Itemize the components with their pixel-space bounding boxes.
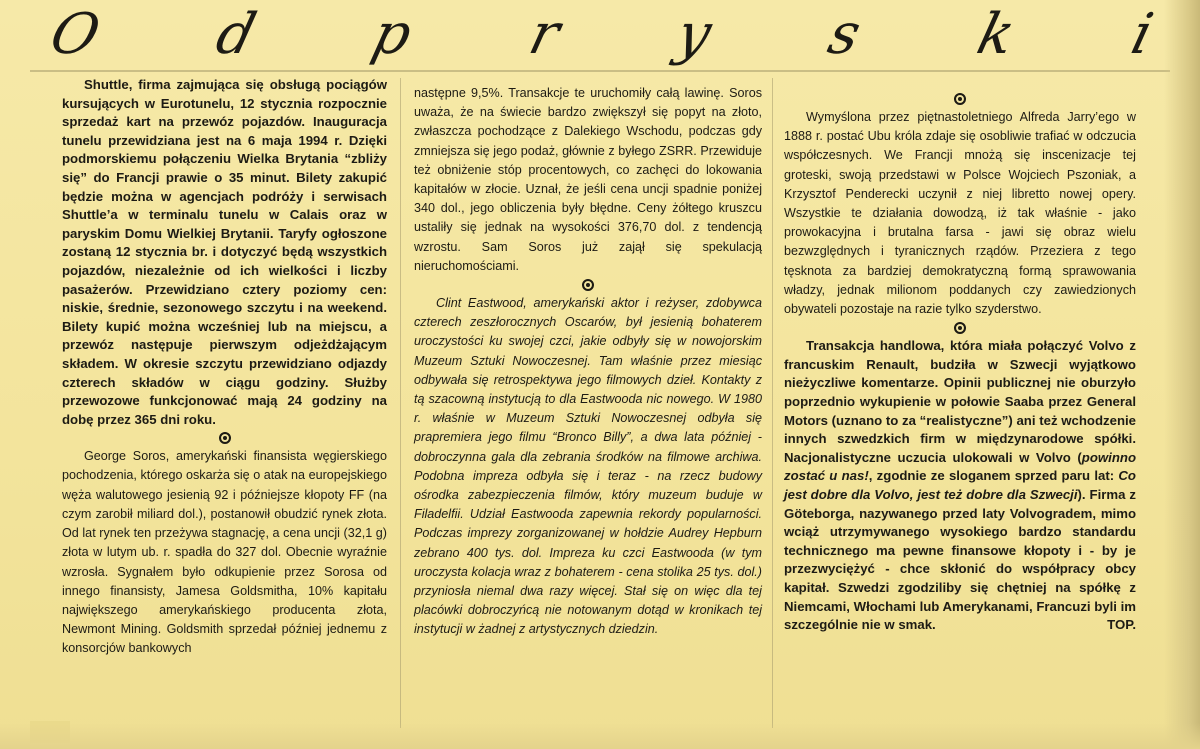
page-edge-shadow <box>0 723 1200 749</box>
ornament-icon <box>219 432 231 444</box>
separator <box>784 91 1136 107</box>
masthead-title <box>30 0 1170 70</box>
article-eurotunnel: Shuttle, firma zajmująca się obsługą pociągów kursujących w Eurotunelu, 12 stycznia rozpocznie sprzedaż kart na przewóz pojazdów. Inauguracja tunelu przewidziana jest na 6 maja 1994 r. Dzięki podmorskiemu połączeniu Wielka Brytania “zbliży się” do Francji prawie o 35 minut. Bilety zakupić będzie można w agencjach podróży i serwisach Shuttle’a w terminalu tunelu w Calais oraz w paryskim Domu Wielkiej Brytanii. Taryfy ogłoszone zostaną 12 stycznia br. i dotyczyć będą wszystkich pojazdów, niezależnie od ich wielkości i liczby pasażerów. Przewidziano cztery poziomy cen: niskie, średnie, sezonowego szczytu i na weekend. Bilety kupić można wcześniej lub na miejscu, a przewóz następuje pierwszym odjeżdżającym składem. W okresie szczytu przewidziano odjazdy czterech składów w ciągu godziny. Służby przewozowe funkcjonować mają 24 godziny na dobę przez 365 dni roku. <box>62 77 387 427</box>
article-volvo-quote: powinno zostać u nas! <box>784 449 1136 484</box>
article-soros-start: George Soros, amerykański finansista węgierskiego pochodzenia, którego oskarża się o atak na europejskiego węża walutowego jesienią 92 i późniejsze kłopoty FF (na czym zarobił miliard dol.), postanowił obudzić rynek złota. Od lat rynek ten przeżywa stagnację, a cena uncji (32,1 g) złota w lutym ub. r. spadła do 327 dol. Obecnie wyraźnie wzrosła. Sygnałem było odkupienie przez Sorosa od innego finansisty, Jamesa Goldsmitha, 10% kapitału największego amerykańskiego producenta złota, Newmont Mining. Goldsmith sprzedał później jednemu z konsorcjów bankowych <box>62 449 387 656</box>
masthead-letter: k <box>970 2 1022 67</box>
masthead-letter: O <box>44 2 108 67</box>
ornament-icon <box>954 322 966 334</box>
masthead-letter: r <box>522 2 567 67</box>
ornament-icon <box>954 93 966 105</box>
article-eastwood: Clint Eastwood, amerykański aktor i reżyser, zdobywca czterech zeszłorocznych Oscarów, był jesienią bohaterem uroczystości ku swojej czci, jakie odbyły się w nowojorskim Muzeum Sztuki Nowoczesnej. Tam właśnie przez miesiąc odbywała się retrospektywa jego filmowych dzieł. Kontakty z tą szacowną instytucją to dla Eastwooda nic nowego. W 1980 r. właśnie w Muzeum Sztuki Nowoczesnej odbyła się prapremiera jego filmu “Bronco Billy”, a dwa lata później - dobroczynna gala dla zebrania środków na filmowe archiwa. Podobna impreza odbyła się i teraz - na rzecz budowy ośrodka zabezpieczenia filmów, który muzeum buduje w Filadelfii. Udział Eastwooda zapewnia rekordy popularności. Podczas imprezy zorganizowanej w hołdzie Audrey Hepburn zebrano 400 tys. dol. Impreza ku czci Eastwooda (w tym uroczysta kolacja wraz z bohaterem - cena stolika 25 tys. dol.) przyniosła niemal dwa razy więcej. Stał się on więc dla tej placówki dobroczyńcą nie notowanym dotąd w kronikach tej instytucji w żadnej z artystycznych dziedzin. <box>414 296 762 637</box>
article-ubu: Wymyślona przez piętnastoletniego Alfreda Jarry’ego w 1888 r. postać Ubu króla zdaje się osobliwie trafiać w odczucia współczesnych. We Francji mnożą się inscenizacje tej groteski, swoją przedstawi w Polsce Wojciech Pszoniak, a Krzysztof Penderecki uczynił z niej libretto nowej opery. Wszystkie te działania dowodzą, iż tak właśnie - jako prowokacyjna i brutalna farsa - jawi się obraz wielu bezwzględnych i tyranicznych rządów. Przeziera z tego tęsknota za bardziej demokratyczną formą sprawowania władzy, jednak milionom poddanych czy zawiedzionych obywateli pozostaje na razie tylko szyderstwo. <box>784 110 1136 317</box>
column-2 <box>414 84 762 640</box>
separator <box>414 277 762 293</box>
column-1 <box>62 76 387 659</box>
article-soros-continued: następne 9,5%. Transakcje te uruchomiły całą lawinę. Soros uważa, że na świecie bardzo zwiększył się popyt na złoto, zwłaszcza pochodzące z Dalekiego Wschodu, podczas gdy zmniejsza się jego podaż, głównie z byłego ZSRR. Przewiduje też obniżenie stóp procentowych, co zachęci do lokowania kapitałów w złocie. Uznał, że jeśli cena uncji spadnie poniżej 340 dol., jego obliczenia były błędne. Ceny żółtego kruszcu ustaliły się jednak na wysokości 376,70 dol. z tendencją wzrostu. Sam Soros już zajął się spekulacją nieruchomościami. <box>414 86 762 273</box>
column-rule <box>400 78 401 728</box>
article-volvo <box>784 337 1136 635</box>
masthead-letter: i <box>1125 2 1161 67</box>
masthead-letter: d <box>210 2 264 67</box>
separator <box>784 320 1136 336</box>
masthead-letter: y <box>669 2 719 67</box>
article-volvo-part: ). Firma z Göteborga, nazywanego przed laty Volvogradem, mimo wciąż utrzymywanego wysokiego bardzo standardu technicznego ma pewne finansowe kłopoty i - by je przezwyciężyć - chce skłonić do współpracy obcy kapitał. Szwedzi zgodziliby się chętniej na spółkę z Niemcami, Włochami lub Amerykanami, Francuzi byli im szczególnie nie w smak. <box>784 486 1137 633</box>
ornament-icon <box>582 279 594 291</box>
masthead-divider <box>30 70 1170 72</box>
page-edge-shadow <box>1164 0 1200 749</box>
column-3 <box>784 90 1136 635</box>
article-volvo-part: , zgodnie ze sloganem sprzed paru lat: <box>868 468 1119 484</box>
masthead-letter: p <box>366 2 420 67</box>
masthead-letter: s <box>821 2 868 67</box>
article-volvo-part: Transakcja handlowa, która miała połączyć Volvo z francuskim Renault, budziła w Szwecji wyjątkowo nieżyczliwe komentarze. Opinii publicznej nie oburzyło poprzednio wykupienie w połowie Saaba przez General Motors (uznano to za “realistyczne”) ani też wchodzenie innych szwedzkich firm w międzynarodowe spółki. Nacjonalistyczne uczucia ulokowali w Volvo ( <box>784 338 1136 465</box>
separator <box>62 430 387 446</box>
column-rule <box>772 78 773 728</box>
author-signature: TOP. <box>1107 617 1136 633</box>
article-volvo-slogan: Co jest dobre dla Volvo, jest też dobre dla Szwecji <box>784 468 1136 502</box>
